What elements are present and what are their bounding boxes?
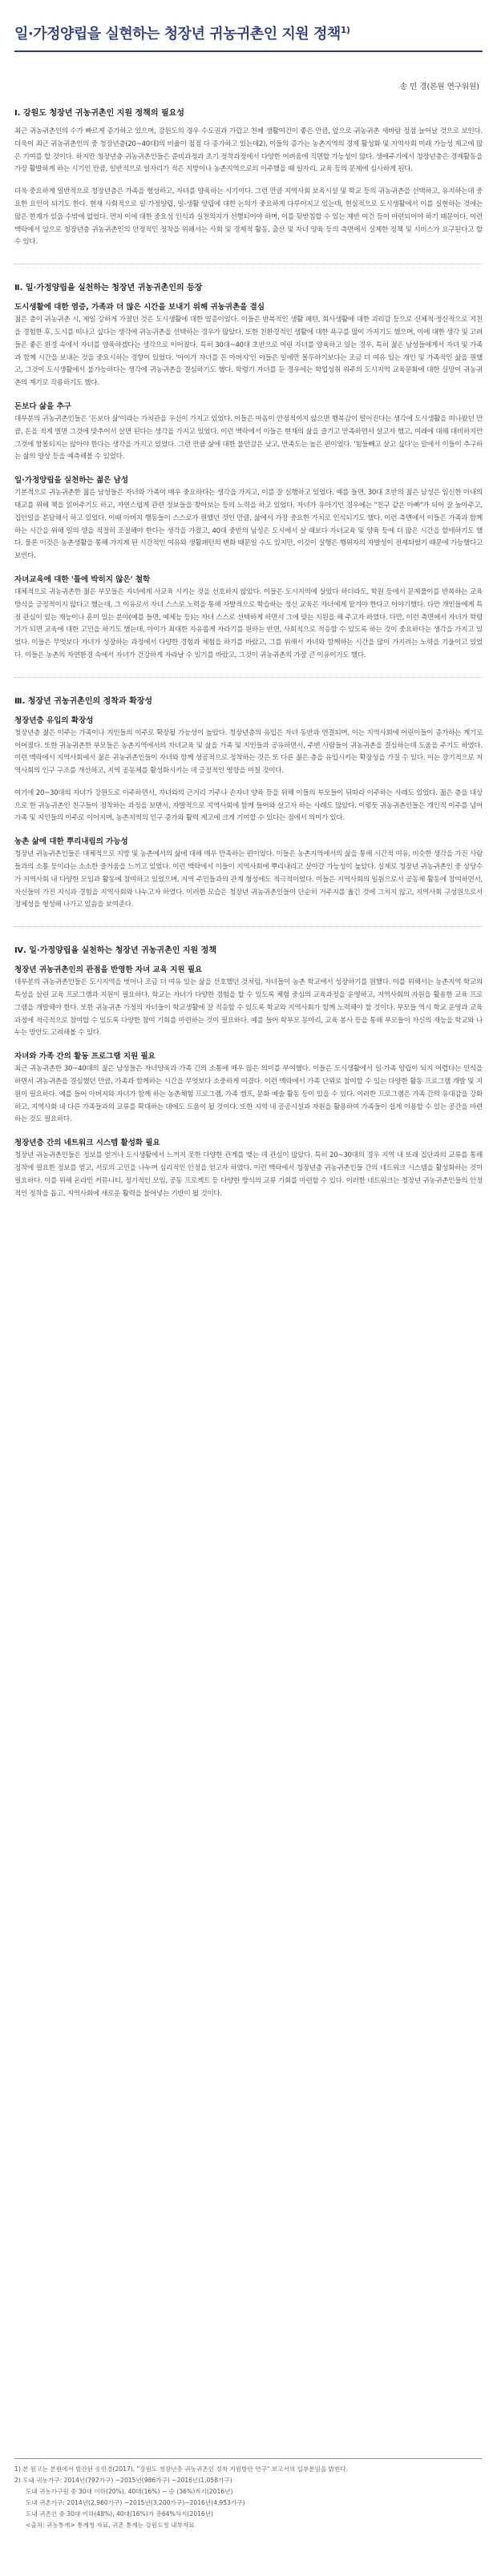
footnote-line: 도내 귀촌인 중 30대 이하(48%), 40대(16%)가 총64%차지(2016년) <box>26 2510 213 2518</box>
body-paragraph: 대부분의 귀농귀촌인들은 도시지역을 벗어나 조금 더 여유 있는 삶을 선호했던 것처럼, 자녀들이 농촌 학교에서 성장하기를 원했다. 이를 위해서는 농촌지역 학교의 특성을 살린 교육 프로그램과 지원이 필요하다. 학교는 자녀가 다양한 경험을 할 수 있도록 체험 중심의 교육과정을 운영하고, 지역사회의 자원을 활용한 교육 프로그램을 개발해야 한다. 또한 귀농귀촌 가정의 자녀들이 학교생활에 잘 적응할 수 있도록 학교와 지역사회가 함께 노력해야 할 것이다. 부모들 역시 학교 운영과 교육과정에 적극적으로 참여할 수 있도록 다양한 참여 기회를 마련하는 것이 필요하다. 예를 들어 학부모 동아리, 교육 봉사 등을 통해 부모들이 자신의 재능을 학교와 나누는 방안도 고려해볼 수 있다. <box>14 978 483 1038</box>
subsection-heading: 돈보다 삶을 추구 <box>14 401 71 411</box>
body-paragraph: 대체적으로 귀농귀촌한 젊은 부모들은 자녀에게 사교육 시키는 것을 선호하지 않았다. 이들은 도시지역에 살았다 하더라도, 학원 등에서 문제풀이를 반복하는 교육방식을 긍정적이지 않다고 했는데, 그 이유로서 자녀 스스로 노력을 통해 자발적으로 학습하는 정신 교육은 자녀에게 맡겨야 한다고 이야기했다. 다만 개인들에게 특정 관심이 있는 재능이나 흥미 있는 분야(예를 들면, 예체능 등)는 자녀 스스로 선택하게 하면서 그에 맞는 지원을 해 주고자 하였다. 다만, 이런 측면에서 자녀가 학령기가 되면 교육에 대한 고민을 하기도 했는데, 아이가 최대한 자유롭게 자라기를 원하는 반면, 사회적으로 적응할 수 있도록 하는 것이 중요하다는 생각을 가지고 있었다. 이들은 무엇보다 자녀가 성장하는 과정에서 다양한 경험과 체험을 하기를 바랐고, 그를 위해서 자녀와 함께하는 시간을 많이 가지려는 노력을 기울이고 있었다. 이들은 농촌의 자연환경 속에서 자녀가 건강하게 자라날 수 있기를 바랐고, 그것이 귀농귀촌의 가장 큰 이유이기도 했다. <box>14 587 483 659</box>
footnotes <box>14 2458 483 2531</box>
author-line: 송 민 경(본원 연구위원) <box>399 83 479 91</box>
footnote-line: 2) 도내 귀농가구: 2014년(792가구) ~2015년(986가구) ~2016년(1,058가구) <box>14 2477 232 2484</box>
body-paragraph: 청장년층 젊은 이주는 가족이나 지인들의 이주로 확장될 가능성이 높았다. 청장년층의 유입은 자녀 동반과 연결되며, 이는 지역사회에 어린이들이 증가하는 계기로 이어졌다. 또한 귀농귀촌한 부모들은 농촌지역에서의 자녀교육 및 삶을 가족 및 지인들과 공유하면서, 주변 사람들이 귀농귀촌을 결심하는데 도움을 주기도 하였다. 이런 맥락에서 지역사회에서 젊은 귀농귀촌인들이 자녀와 함께 성공적으로 정착하는 것은 또 다른 젊은 층을 유입시키는 확장성을 가질 수 있다. 이는 장기적으로 지역사회의 인구 구조를 개선하고, 지역 공동체를 활성화시키는 데 긍정적인 영향을 미칠 것이다. <box>14 728 483 776</box>
subsection-heading: 청장년 귀농귀촌인의 관점을 반영한 자녀 교육 지원 필요 <box>14 965 203 975</box>
title-footnote-ref[interactable]: 1) <box>340 25 350 35</box>
footnote-line: 1) 본 원고는 본원에서 발간된 송민경(2017), "강원도 청장년층 귀농귀촌인 정착 지원방안 연구" 보고서의 일부분임을 밝힌다. <box>14 2465 349 2473</box>
subsection-heading: 자녀교육에 대한 '틀에 박히지 않은' 철학 <box>14 574 151 584</box>
footnote-line: <출처: 귀농통계> 통계청 자료, 귀촌 통계는 강원도청 내부자료 <box>26 2522 195 2529</box>
section-heading: Ⅰ. 강원도 청장년 귀농귀촌인 지원 정책의 필요성 <box>14 109 184 118</box>
title-part-a: 일·가정양립을 실현하는 <box>14 26 164 42</box>
section-heading: Ⅲ. 청장년 귀농귀촌인의 정착과 확장성 <box>14 696 153 706</box>
footnote-line: 도내 귀농가구원 중 30대 이하(20%), 40대(16%) ~ 순 (36%)씩지(2016년) <box>26 2488 233 2495</box>
title-block <box>0 0 497 64</box>
body-paragraph: 젊은 층이 귀농귀촌 시, 제일 강하게 가졌던 것은 도시생활에 대한 염증이었다. 이들은 반복적인 생활 패턴, 회사생활에 대한 괴리감 등으로 신체적·정신적으로 지친을 경험한 후, 도시를 떠나고 싶다는 생각에 귀농귀촌을 선택하는 경우가 많았다. 또한 친환경적인 생활에 대한 욕구를 많이 가지기도 했으며, 이에 대한 생각 및 고려들은 좋은 환경 속에서 자녀를 양육하겠다는 생각으로 이어졌다. 특히 30대~40대 초반으로 어린 자녀를 양육하고 있는 경우, 특히 젊은 남성들에게서 자녀 및 가족과 함께 시간을 보내는 것을 중요시하는 경향이 있었다. '아이가 자녀를 돈 아버지'인 이들은 일에만 몰두하기보다는 조금 더 여유 있는 개인 및 가족적인 삶을 원했고, 그것이 도시생활에서 불가능하다는 생각에 귀농귀촌을 결심하기도 했다. 학령기 자녀를 둔 경우에는 학업성취 위주의 도시지역 교육문화에 대한 실망이 귀농귀촌의 계기로 작용하기도 했다. <box>14 316 483 388</box>
page-title <box>14 22 350 43</box>
section-divider <box>14 926 483 927</box>
subsection-heading: 농촌 삶에 대한 뿌리내림의 가능성 <box>14 837 128 847</box>
body-paragraph: 최근 귀농귀촌한 30~40대의 젊은 남성들은 자녀양육과 가족 간의 소통에 매우 많은 의미를 부여했다. 이들은 도시생활에서 일·가족 양립이 되지 어렵다는 인식을 하면서 귀농귀촌을 결심했던 만큼, 가족과 함께하는 시간을 무엇보다 소중하게 여겼다. 이런 맥락에서 가족 단위로 참여할 수 있는 다양한 활동 프로그램 개발 및 지원이 필요하다. 예를 들어 아버지와 자녀가 함께 하는 농촌체험 프로그램, 가족 캠프, 문화 예술 활동 등이 있을 수 있다. 이러한 프로그램은 가족 간의 유대감을 강화하고, 지역사회 내 다른 가족들과의 교류를 확대하는 데에도 도움이 될 것이다. 또한 지역 내 공공시설과 자원을 활용하여 가족들이 쉽게 이용할 수 있는 공간을 마련하는 것도 필요하다. <box>14 1065 483 1124</box>
body-paragraph: 최근 귀농귀촌인의 수가 빠르게 증가하고 있으며, 강원도의 경우 수도권과 가깝고 천혜 생활여건이 좋은 만큼, 앞으로 귀농귀촌 새바람 정점 늘어날 것으로 보인다. 더욱이 최근 귀농귀촌인의 중 청장년층(20~40대)의 비율이 점점 다 증가하고 있는데2), 이들의 증가는 농촌지역의 경제 활성화 및 지역사회 미래 가능성 제고에 많은 기여를 할 것이다. 하지만 청장년층 귀농귀촌인들은 준비과정과 초기 정착과정에서 다양한 어려움에 직면할 가능성이 많다. 생애주기에서 청장년층은 경제활동을 가장 활발하게 하는 시기인 만큼, 일반적으로 일자리가 적은 지방이나 농촌지역으로의 이주했을 때 일자리, 교육 등의 문제에 심사하게 된다. <box>14 127 483 174</box>
body-paragraph: 더욱 중요하게 일반적으로 청장년층은 가족을 형성하고, 자녀를 양육하는 시기이다. 그런 만큼 지역사회 보육시설 및 학교 등의 귀농귀촌을 선택하고, 유지하는데 중요한 요인이 되기도 한다. 현재 사회적으로 일·가정양립, 일-생활 양립에 대한 논의가 중요하게 다루어지고 있는데, 현실적으로 도시생활에서 이를 실현하는 것에는 많은 한계가 있을 수밖에 없었다. 먼저 이에 대한 중요성 인식과 실천의지가 선행되어야 하며, 이를 뒷받침할 수 있는 제반 여건 등이 마련되어야 하기 때문이다. 이런 맥락에서 앞으로 청장년층 귀농귀촌인의 안정적인 정착을 위해서는 사회 및 경제적 활동, 출산 및 자녀 양육 등의 측면에서 실제한 정책 및 서비스가 요구된다고 할 수 있다. <box>14 187 483 247</box>
section-heading: Ⅳ. 일·가정양립을 실천하는 청장년 귀농귀촌인 지원 정책 <box>14 946 216 956</box>
section-divider <box>14 677 483 678</box>
body-paragraph: 청장년 귀농귀촌인들은 정보를 얻거나 도시생활에서 느끼지 못한 다양한 관계를 맺는 데 관심이 많았다. 특히 20~30대의 경우 지역 내 또래 집단과의 교류를 통해 정착에 필요한 정보를 얻고, 서로의 고민을 나누며 심리적인 안정을 얻고자 하였다. 이런 맥락에서 청장년층 귀농귀촌인들 간의 네트워크 시스템을 활성화하는 것이 필요하다. 이를 위해 온라인 커뮤니티, 정기적인 모임, 공동 프로젝트 등 다양한 방식의 교류 기회를 마련할 수 있다. 이러한 네트워크는 청장년 귀농귀촌인들의 안정적인 정착을 돕고, 지역사회에 새로운 활력을 불어넣는 기반이 될 것이다. <box>14 1151 483 1198</box>
article-body <box>14 106 483 1210</box>
body-paragraph: 여기에 20~30대의 자녀가 강원도로 이주하면서, 자녀와의 근거리 거주나 손자녀 양육 등을 위해 이들의 부모들이 뒤따라 이주하는 사례도 있었다. 젊은 층을 대상으로 한 귀농귀촌인 친구들이 정착하는 과정을 보면서, 자발적으로 지역사회에 함께 들어와 살고자 하는 사례도 많았다. 이렇듯 귀농귀촌인들은 개인적 이주를 넘어 가족 및 지인들의 이주로 이어지며, 농촌지역의 인구 증가와 활력 제고에 크게 기여할 수 있다는 점에서 의미가 있다. <box>14 788 483 823</box>
footnote-line: 도내 귀촌가구: 2014년(2,960가구) ~2015년(3,200가구)~2016년(4,953가구) <box>26 2499 245 2506</box>
subsection-heading: 청장년층 유입의 확장성 <box>14 716 94 725</box>
title-part-b: 청장년 귀농귀촌인 지원 정책 <box>164 26 341 42</box>
subsection-heading: 청장년층 간의 네트워크 시스템 활성화 필요 <box>14 1139 160 1148</box>
subsection-heading: 도시생활에 대한 염증, 가족과 더 많은 시간을 보내기 위해 귀농귀촌을 결심 <box>14 303 265 312</box>
body-paragraph: 청장년 귀농귀촌인들은 대체적으로 지방 및 농촌에서의 삶에 대해 매우 만족하는 편이었다. 이들은 농촌지역에서의 삶을 통해 시간적 여유, 비슷한 생각을 가진 사람들과의 소통 등이라는 소소한 즐거움을 느끼고 있었다. 이런 맥락에서 이들이 지역사회에 뿌리내리고 살아갈 가능성이 높았다. 실제로 청장년 귀농귀촌인 중 상당수가 지역사회 내 다양한 모임과 활동에 참여하고 있었으며, 지역 주민들과의 관계 형성에도 적극적이었다. 이들은 지역사회의 일원으로서 공동체 활동에 참여하면서, 자신들이 가진 지식과 경험을 지역사회와 나누고자 하였다. 이러한 모습은 청장년 귀농귀촌인들이 단순히 거주지를 옮긴 것에 그치지 않고, 지역사회 구성원으로서 정체성을 형성해 나가고 있음을 보여준다. <box>14 850 483 909</box>
title-underline <box>14 50 483 52</box>
body-paragraph: 대부분의 귀농귀촌인들은 '돈보다 삶'이라는 가치관을 우선이 가지고 있었다. 이들은 마음이 안정적이지 않으면 행복감이 떨어진다는 생각에 도시생활을 떠나왔던 만큼, 돈을 적게 벌면 그것에 맞추어서 살면 된다는 생각을 가지고 있었다. 이런 맥락에서 이들은 현재의 삶을 즐기고 만족하면서 살고자 했고, 미래에 대해 대비하지만 그것에 함몰되지는 않아야 한다는 생각을 가지고 있었다. 그런 만큼 삶에 대한 불안감은 낮고, 만족도는 높은 편이었다. '힘들빼고 살고 싶다'는 말에서 이들이 추구하는 삶의 양상 등을 예측해볼 수 있었다. <box>14 414 483 462</box>
body-paragraph: 기본적으로 귀농귀촌한 젊은 남성들은 자녀와 가족이 매우 중요하다는 생각을 가지고, 이를 잘 실행하고 있었다. 예를 들면, 30대 초반의 젊은 남성은 임신한 아내의 태교를 위해 책을 읽어주기도 하고, 자연스럽게 관련 정보들을 찾아보는 등의 노력을 하고 있었다. 자녀가 유아기인 경우에는 "친구 같은 아빠"가 되어 잘 놀아주고, 집안일을 분담해서 하고 있었다. 이때 아버지 행동들이 스스로가 원했던 것인 만큼, 삶에서 가장 중요한 가치로 인식되기도 했다. 이런 측면에서 이들은 가족과 함께 하는 시간을 위해 일의 양을 적절히 조절해야 한다는 생각을 가졌고, 40대 중반의 남성은 도시에서 살 때보다 자녀교육 및 양육 등에 더 많은 시간을 할애하기도 했다. 물론 이것은 농촌생활을 통해 가지게 된 시간적인 여유와 생활패턴의 변화 때문일 수도 있지만, 이것이 실행은 행위자의 자발성이 전제되었기 때문에 가능했다고 보인다. <box>14 489 483 561</box>
subsection-heading: 자녀와 가족 간의 활동 프로그램 지원 필요 <box>14 1052 156 1062</box>
section-heading: Ⅱ. 일·가정양립을 실천하는 청장년 귀농귀촌인의 등장 <box>14 284 203 293</box>
subsection-heading: 일·가정양립을 실천하는 젊은 남성 <box>14 476 129 486</box>
